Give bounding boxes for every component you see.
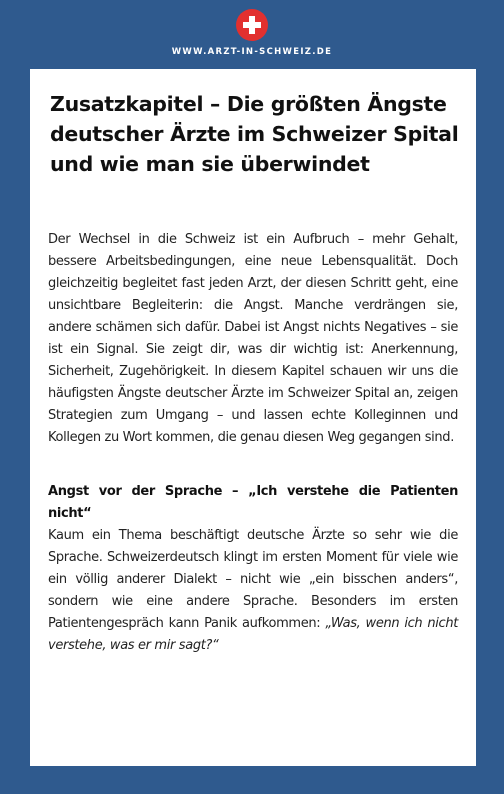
section-paragraph [48, 481, 458, 657]
content-card [30, 69, 476, 766]
page-title: Zusatzkapitel – Die größten Ängste deutscher Ärzte im Schweizer Spital und wie man sie überwindet [50, 92, 459, 176]
swiss-cross-icon [236, 9, 268, 41]
site-url[interactable]: WWW.ARZT-IN-SCHWEIZ.DE [171, 47, 333, 57]
section-quote: „Was, wenn ich nicht verstehe, was er mir sagt?“ [48, 616, 458, 653]
intro-paragraph: Der Wechsel in die Schweiz ist ein Aufbruch – mehr Gehalt, bessere Arbeitsbedingungen, eine neue Lebensqualität. Doch gleichzeitig begleitet fast jeden Arzt, der diesen Schritt geht, eine unsichtbare Begleiterin: die Angst. Manche verdrängen sie, andere schämen sich dafür. Dabei ist Angst nichts Negatives – sie ist ein Signal. Sie zeigt dir, was dir wichtig ist: Anerkennung, Sicherheit, Zugehörigkeit. In diesem Kapitel schauen wir uns die häufigsten Ängste deutscher Ärzte im Schweizer Spital an, zeigen Strategien zum Umgang – und lassen echte Kolleginnen und Kollegen zu Wort kommen, die genau diesen Weg gegangen sind. [48, 232, 458, 445]
section-text: Kaum ein Thema beschäftigt deutsche Ärzte so sehr wie die Sprache. Schweizerdeutsch klingt im ersten Moment für viele wie ein völlig anderer Dialekt – nicht wie „ein bisschen anders“, sondern wie eine andere Sprache. Besonders im ersten Patientengespräch kann Panik aufkommen: [48, 528, 458, 631]
section-heading: Angst vor der Sprache – „Ich verstehe die Patienten nicht“ [48, 484, 458, 521]
